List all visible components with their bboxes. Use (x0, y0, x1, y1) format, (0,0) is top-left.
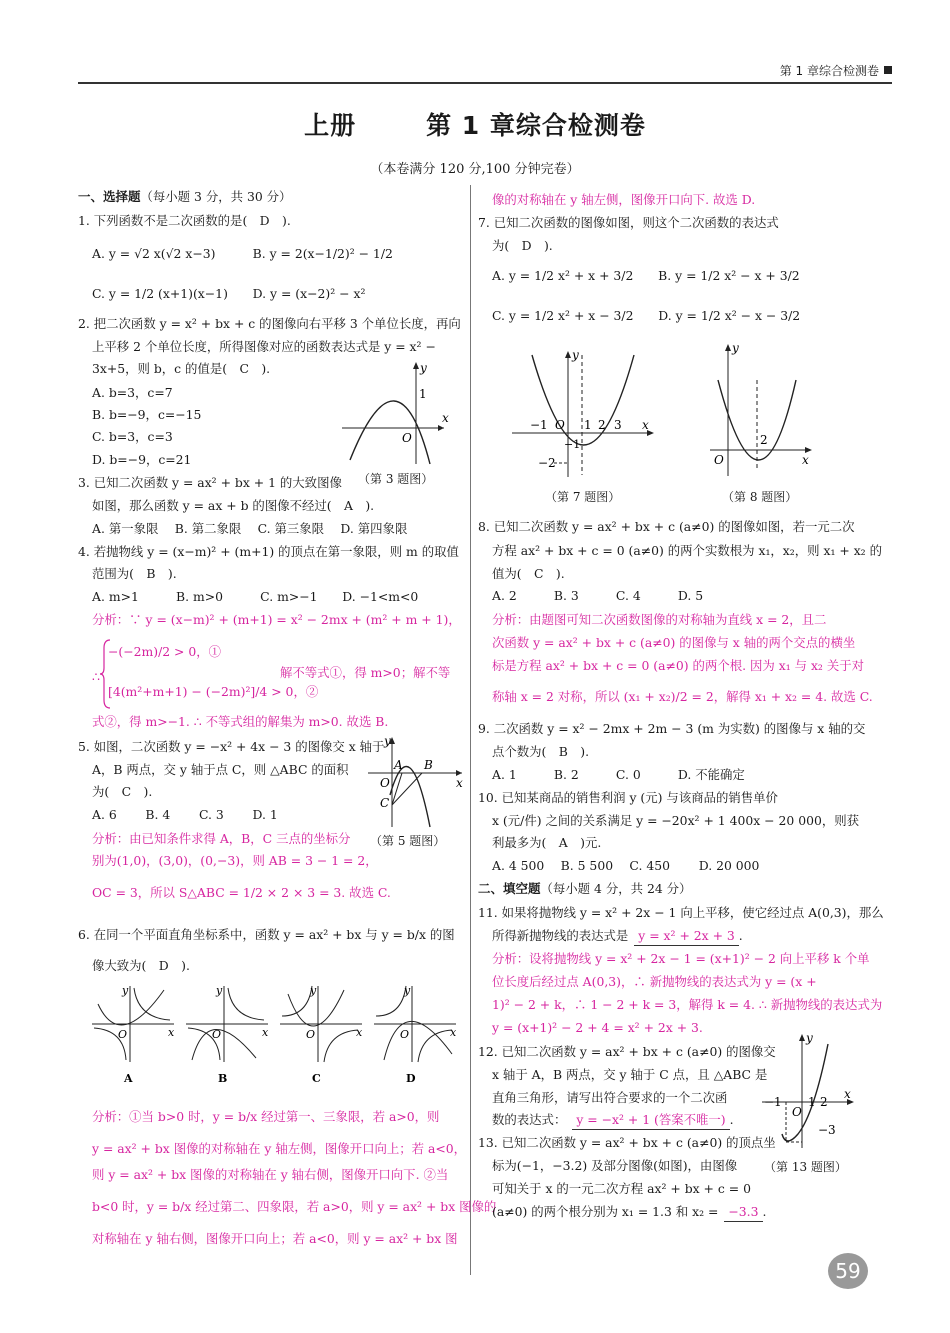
text-line (92, 957, 190, 975)
text-line (492, 812, 859, 830)
line-text: 方程 ax² + bx + c = 0 (a≠0) 的两个实数根为 x₁，x₂，则 x₁ + x₂ 的 (492, 543, 882, 558)
text-line (92, 830, 350, 848)
text-line (78, 212, 291, 230)
line-text: 直角三角形，请写出符合要求的一个二次函 (492, 1090, 728, 1105)
line-text: C. y = 1/2 (x+1)(x−1) D. y = (x−2)² − x² (92, 286, 366, 301)
text-line (478, 720, 865, 738)
text-line (92, 360, 270, 378)
text-line (92, 285, 365, 303)
svg-text:y: y (310, 984, 317, 997)
svg-text:x: x (168, 1026, 175, 1039)
figure-caption: （第 8 题图） (722, 490, 798, 504)
line-text: 一、选择题 (78, 189, 141, 204)
option-d-label: D (406, 1072, 416, 1085)
text-line (492, 307, 800, 325)
point-a-label: A (394, 758, 403, 772)
line-text: B. b=−9，c=−15 (92, 407, 202, 422)
line-text: OC = 3，所以 S△ABC = 1/2 × 2 × 3 = 3. 故选 C. (92, 885, 391, 900)
line-text: ∴ (92, 669, 100, 684)
svg-text:y: y (122, 984, 129, 997)
text-line (92, 852, 378, 870)
line-text: y = (x+1)² − 2 + 4 = x² + 2x + 3. (492, 1020, 703, 1035)
line-text: x 轴于 A，B 两点，交 y 轴于 C 点，且 △ABC 是 (492, 1067, 768, 1082)
point-b-label: B (424, 758, 433, 772)
origin-label: O (402, 431, 412, 445)
line-text: 分析：①当 b>0 时，y = b/x 经过第一、三象限，若 a>0，则 (92, 1109, 440, 1124)
line-text: A. y = 1/2 x² + x + 3/2 B. y = 1/2 x² − x + 3/2 (492, 268, 800, 283)
intercept-label: 1 (419, 387, 427, 401)
line-text: 为( C ). (92, 784, 153, 799)
running-header-text: 第 1 章综合检测卷 (779, 64, 879, 78)
option-b-label: B (218, 1072, 228, 1085)
line-text: 范围为( B ). (92, 566, 177, 581)
text-line (92, 1108, 439, 1126)
text-line (492, 766, 745, 784)
line-text: 值为( C ). (492, 566, 565, 581)
text-line (78, 474, 342, 492)
line-text: 3x+5，则 b，c 的值是( C ). (92, 361, 271, 376)
answer-blank: y = −x² + 1 (答案不唯一) (572, 1111, 729, 1130)
line-text: A. 4 500 B. 5 500 C. 450 D. 20 000 (492, 858, 760, 873)
x-label: x (442, 411, 449, 425)
line-text: 式②，得 m>−1. ∴ 不等式组的解集为 m>0. 故选 B. (92, 714, 389, 729)
line-text: 点个数为( B ). (492, 744, 590, 759)
line-text: 解不等式①，得 m>0；解不等 (280, 665, 451, 680)
y-label: y (732, 341, 739, 355)
text-line (492, 587, 703, 605)
line-text: 8. 已知二次函数 y = ax² + bx + c (a≠0) 的图像如图，若一元二次 (478, 519, 855, 534)
tick-neg1: −1 (530, 418, 548, 432)
line-text: 像大致为( D ). (92, 958, 190, 973)
line-text: A. 1 B. 2 C. 0 D. 不能确定 (492, 767, 745, 782)
text-line (92, 1230, 458, 1248)
text-line (78, 926, 455, 944)
text-line (492, 688, 873, 706)
q6-graph-c (280, 984, 363, 1085)
running-header (780, 62, 892, 79)
figure-caption: （第 7 题图） (545, 490, 621, 504)
square-bullet-icon (884, 66, 892, 74)
svg-text:O: O (212, 1028, 222, 1041)
text-line (492, 267, 800, 285)
svg-text:O: O (306, 1028, 316, 1041)
line-text: b<0 时，y = b/x 经过第二、四象限，若 a>0，则 y = ax² + bx 图像的 (92, 1199, 497, 1214)
page-title (0, 106, 950, 142)
line-text: 为( D ). (492, 238, 553, 253)
text-line (92, 1140, 466, 1158)
text-line (478, 789, 778, 807)
svg-text:x: x (450, 1026, 457, 1039)
header-rule (78, 82, 892, 84)
text-line (492, 542, 882, 560)
figure-caption: （第 3 题图） (358, 472, 434, 486)
line-text: A，B 两点，交 y 轴于点 C，则 △ABC 的面积 (92, 762, 349, 777)
y-label: y (806, 1031, 813, 1045)
line-text: y = ax² + bx 图像的对称轴在 y 轴左侧，图像开口向上；若 a<0， (92, 1141, 466, 1156)
line-text: 6. 在同一个平面直角坐标系中，函数 y = ax² + bx 与 y = b/x 的图 (78, 927, 455, 942)
text-line (492, 657, 864, 675)
line-text: 2. 把二次函数 y = x² + bx + c 的图像向右平移 3 个单位长度，再向 (78, 316, 461, 331)
text-line (92, 783, 152, 801)
title-name: 第 1 章综合检测卷 (426, 111, 646, 140)
figure-caption: （第 5 题图） (370, 834, 446, 848)
parabola (718, 380, 796, 460)
line-text: 数的表达式： (492, 1112, 567, 1127)
line-text: C. b=3，c=3 (92, 429, 173, 444)
text-line (92, 884, 391, 902)
svg-text:y: y (404, 984, 411, 997)
option-a-label: A (124, 1072, 133, 1085)
origin-label: O (792, 1105, 802, 1119)
text-line (492, 973, 817, 991)
figure-caption: （第 13 题图） (764, 1160, 847, 1174)
text-line (78, 315, 461, 333)
svg-text:x: x (262, 1026, 269, 1039)
answer-blank: −3.3 (724, 1203, 762, 1222)
text-line (92, 713, 388, 731)
svg-text:O: O (400, 1028, 410, 1041)
origin-label: O (380, 776, 390, 790)
line-text: 分析：由题图可知二次函数图像的对称轴为直线 x = 2，且二 (492, 612, 827, 627)
text-line (492, 1180, 751, 1198)
tick-neg1: −1 (764, 1095, 782, 1109)
line-text: 所得新抛物线的表达式是 (492, 928, 629, 943)
line-text: 7. 已知二次函数的图像如图，则这个二次函数的表达式 (478, 215, 779, 230)
text-line (92, 497, 374, 515)
text-line (492, 1157, 737, 1175)
line-text: 分析：由已知条件求得 A，B，C 三点的坐标分 (92, 831, 351, 846)
text-line (92, 406, 201, 424)
figure-q13 (758, 1030, 858, 1155)
line-text: 5. 如图，二次函数 y = −x² + 4x − 3 的图像交 x 轴于 (78, 739, 385, 754)
line-text: A. 第一象限 B. 第二象限 C. 第三象限 D. 第四象限 (92, 521, 408, 536)
section-note: （每小题 4 分，共 24 分） (540, 881, 692, 896)
y-label: y (420, 361, 427, 375)
line-text: 像的对称轴在 y 轴左侧，图像开口向下. 故选 D. (492, 192, 756, 207)
point-c-label: C (380, 796, 390, 810)
text-line: 所得新抛物线的表达式是 y = x² + 2x + 3 . (492, 927, 743, 946)
line-text: 标为(−1，−3.2) 及部分图像(如图)，由图像 (492, 1158, 738, 1173)
column-divider (470, 185, 471, 1275)
text-line: (a≠0) 的两个根分别为 x₁ = 1.3 和 x₂ = −3.3 . (492, 1203, 766, 1222)
tick-2: 2 (760, 433, 768, 447)
q6-graph-a (92, 984, 175, 1085)
text-line (78, 738, 384, 756)
y-label: y (384, 735, 391, 748)
line-text: 13. 已知二次函数 y = ax² + bx + c (a≠0) 的顶点坐 (478, 1135, 776, 1150)
origin-label: O (555, 418, 565, 432)
text-line (92, 1198, 496, 1216)
text-line (492, 191, 755, 209)
line-text: 对称轴在 y 轴右侧，图像开口向上；若 a<0，则 y = ax² + bx 图 (92, 1231, 458, 1246)
tick-2: 2 (820, 1095, 828, 1109)
line-text: 1. 下列函数不是二次函数的是( D ). (78, 213, 291, 228)
text-line (92, 806, 278, 824)
line-text: A. 6 B. 4 C. 3 D. 1 (92, 807, 278, 822)
line-text: 如图，那么函数 y = ax + b 的图像不经过( A ). (92, 498, 375, 513)
text-line (478, 1134, 776, 1152)
text-line (92, 611, 461, 629)
section-heading (78, 188, 291, 206)
text-line (478, 1043, 776, 1061)
svg-text:x: x (356, 1026, 363, 1039)
brace-icon (100, 638, 112, 710)
parabola (350, 401, 430, 464)
text-line (478, 214, 779, 232)
line-text: A. m>1 B. m>0 C. m>−1 D. −1<m<0 (92, 589, 419, 604)
line-text: 1)² − 2 + k，∴ 1 − 2 + k = 3，解得 k = 4. ∴ 新抛物线的表达式为 (492, 997, 883, 1012)
tick-y-neg1: −1 (564, 438, 581, 451)
line-text: −(−2m)/2 > 0，① (108, 644, 222, 659)
line-text: 11. 如果将抛物线 y = x² + 2x − 1 向上平移，使它经过点 A(0,3)，那么 (478, 905, 884, 920)
svg-text:y: y (216, 984, 223, 997)
x-label: x (844, 1087, 851, 1101)
text-line (478, 518, 855, 536)
text-line (108, 683, 318, 701)
line-text: 利最多为( A )元. (492, 835, 602, 850)
text-line (92, 588, 418, 606)
figure-q6 (90, 980, 460, 1090)
tick-y-neg2: −2 (538, 456, 556, 470)
text-line (492, 565, 565, 583)
text-line (492, 996, 882, 1014)
svg-text:O: O (118, 1028, 128, 1041)
page-number: 59 (828, 1253, 868, 1289)
line-text: 位长度后经过点 A(0,3)，∴ 新抛物线的表达式为 y = (x + (492, 974, 817, 989)
text-line (92, 668, 100, 686)
title-volume: 上册 (304, 111, 357, 140)
line-text: 次函数 y = ax² + bx + c (a≠0) 的图像与 x 轴的两个交点的横坐 (492, 635, 856, 650)
line-text: 标是方程 ax² + bx + c = 0 (a≠0) 的两个根. 因为 x₁ 与 x₂ 关于对 (492, 658, 865, 673)
answer-blank: y = x² + 2x + 3 (634, 927, 739, 946)
text-line (78, 543, 459, 561)
tick-3: 3 (614, 418, 622, 432)
text-line (492, 1019, 703, 1037)
line-text: [4(m²+m+1) − (−2m)²]/4 > 0，② (108, 684, 319, 699)
text-line (92, 338, 436, 356)
text-line (280, 664, 450, 682)
figure-q3 (340, 360, 450, 468)
line-text: A. b=3，c=7 (92, 385, 173, 400)
line-text: 分析：∵ y = (x−m)² + (m+1) = x² − 2mx + (m² + m + 1)， (92, 612, 461, 627)
text-line (492, 611, 826, 629)
text-line (92, 565, 177, 583)
text-line (92, 384, 173, 402)
text-line (492, 634, 855, 652)
x-label: x (456, 776, 463, 790)
text-line (92, 245, 393, 263)
line-text: 分析：设将抛物线 y = x² + 2x − 1 = (x+1)² − 2 向上平移 k 个单 (492, 951, 870, 966)
parabola (390, 767, 430, 827)
line-text: A. 2 B. 3 C. 4 D. 5 (492, 588, 704, 603)
text-line (108, 643, 221, 661)
section-note: （每小题 3 分，共 30 分） (140, 189, 292, 204)
line-text: x (元/件) 之间的关系满足 y = −20x² + 1 400x − 20 000，则获 (492, 813, 860, 828)
figure-q8 (706, 340, 816, 480)
figure-q5 (366, 735, 466, 830)
text-line (92, 451, 191, 469)
line-text: A. y = √2 x(√2 x−3) B. y = 2(x−1/2)² − 1/2 (92, 246, 393, 261)
origin-label: O (714, 453, 724, 467)
line-text: 3. 已知二次函数 y = ax² + bx + 1 的大致图像 (78, 475, 342, 490)
line-text: 9. 二次函数 y = x² − 2mx + 2m − 3 (m 为实数) 的图像与 x 轴的交 (478, 721, 866, 736)
text-line (492, 1066, 767, 1084)
text-line (92, 1166, 448, 1184)
tick-neg3: −3 (818, 1123, 836, 1137)
text-line (492, 743, 589, 761)
y-label: y (572, 348, 579, 362)
line-text: 12. 已知二次函数 y = ax² + bx + c (a≠0) 的图像交 (478, 1044, 776, 1059)
line-text: C. y = 1/2 x² + x − 3/2 D. y = 1/2 x² − x − 3/2 (492, 308, 801, 323)
line-text: D. b=−9，c=21 (92, 452, 192, 467)
text-line (492, 857, 759, 875)
text-line (492, 834, 601, 852)
x-label: x (642, 418, 649, 432)
section-heading (478, 880, 691, 898)
line-text: 别为(1,0)，(3,0)，(0,−3)，则 AB = 3 − 1 = 2， (92, 853, 378, 868)
text-line (492, 1089, 727, 1107)
line-text: (a≠0) 的两个根分别为 x₁ = 1.3 和 x₂ = (492, 1204, 719, 1219)
text-line (492, 237, 553, 255)
line-text: 10. 已知某商品的销售利润 y (元) 与该商品的销售单价 (478, 790, 778, 805)
x-label: x (802, 453, 809, 467)
line-text: 二、填空题 (478, 881, 541, 896)
text-line (492, 950, 870, 968)
line-text: 上平移 2 个单位长度，所得图像对应的函数表达式是 y = x² − (92, 339, 436, 354)
text-line: 数的表达式： y = −x² + 1 (答案不唯一) . (492, 1111, 734, 1130)
subtitle: （本卷满分 120 分,100 分钟完卷） (370, 162, 580, 177)
figure-q7 (508, 345, 658, 485)
q6-graph-b (186, 984, 269, 1085)
option-c-label: C (312, 1072, 321, 1085)
q6-graph-d (374, 984, 457, 1085)
tick-2: 2 (598, 418, 606, 432)
tick-1: 1 (584, 418, 592, 432)
line-text: 可知关于 x 的一元二次方程 ax² + bx + c = 0 (492, 1181, 751, 1196)
line-text: 称轴 x = 2 对称，所以 (x₁ + x₂)/2 = 2，解得 x₁ + x₂ = 4. 故选 C. (492, 689, 873, 704)
text-line (92, 520, 407, 538)
line-text: 4. 若抛物线 y = (x−m)² + (m+1) 的顶点在第一象限，则 m 的取值 (78, 544, 459, 559)
tick-1: 1 (808, 1095, 816, 1109)
text-line (92, 428, 173, 446)
text-line (92, 761, 349, 779)
line-text: 则 y = ax² + bx 图像的对称轴在 y 轴右侧，图像开口向下. ②当 (92, 1167, 449, 1182)
text-line (478, 904, 884, 922)
